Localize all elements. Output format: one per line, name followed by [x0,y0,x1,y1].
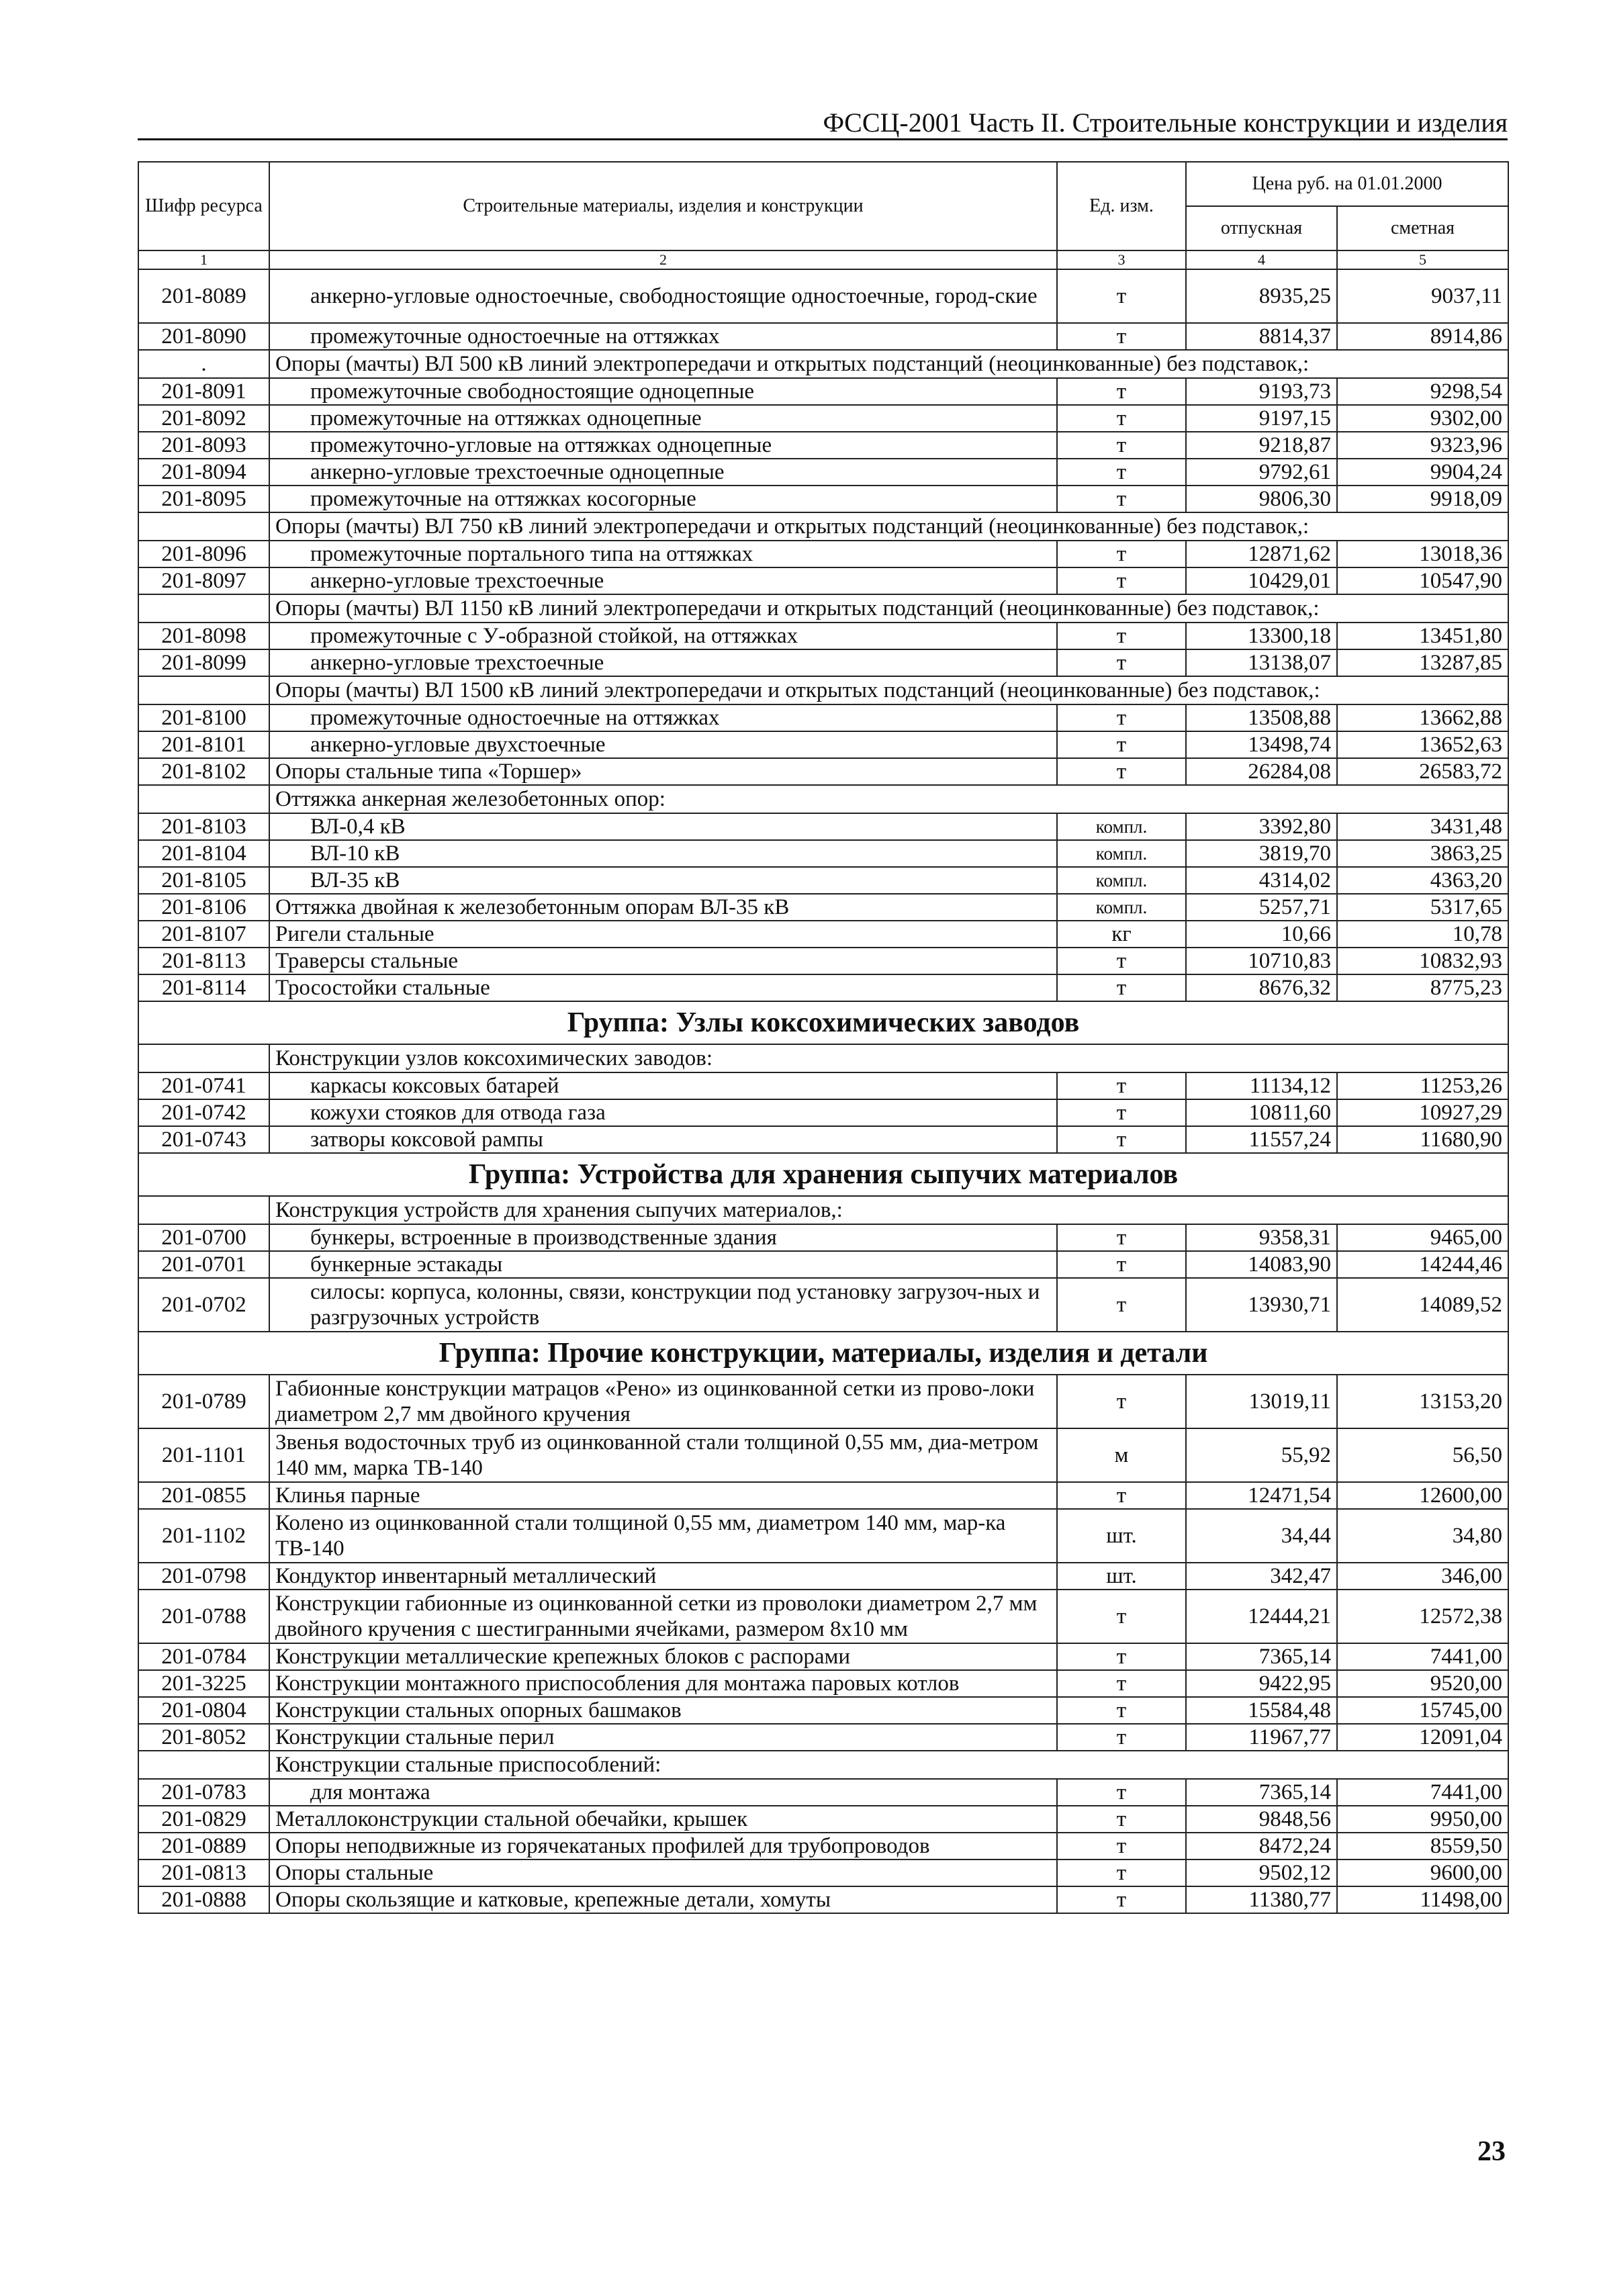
row-name: ВЛ-10 кВ [269,840,1057,867]
row-name: Конструкции монтажного приспособления для монтажа паровых котлов [269,1670,1057,1697]
section-title: Опоры (мачты) ВЛ 750 кВ линий электропередачи и открытых подстанций (неоцинкованные) без подставок,: [269,512,1508,541]
table-row [138,1806,1508,1833]
table-row [138,1724,1508,1751]
row-name: Конструкции металлические крепежных блоков с распорами [269,1643,1057,1670]
row-release-price: 10811,60 [1186,1099,1337,1126]
row-name: затворы коксовой рампы [269,1126,1057,1153]
row-unit: т [1057,623,1186,649]
row-release-price: 10,66 [1186,921,1337,948]
row-code: 201-0804 [138,1697,269,1724]
row-code [138,676,269,704]
table-row [138,813,1508,840]
row-code [138,785,269,813]
row-release-price: 8676,32 [1186,974,1337,1001]
row-code: 201-0888 [138,1886,269,1913]
row-estimate-price: 12600,00 [1337,1482,1508,1509]
row-unit: компл. [1057,813,1186,840]
row-estimate-price: 12572,38 [1337,1590,1508,1643]
row-name: Конструкции стальные перил [269,1724,1057,1751]
col-number: 5 [1337,250,1508,269]
section-row [138,594,1508,623]
row-unit: т [1057,1224,1186,1251]
row-unit: т [1057,1724,1186,1751]
row-name: промежуточные портального типа на оттяжках [269,541,1057,567]
table-row [138,1590,1508,1643]
table-row [138,541,1508,567]
row-release-price: 3392,80 [1186,813,1337,840]
group-title: Группа: Устройства для хранения сыпучих материалов [138,1153,1508,1196]
row-code: 201-8092 [138,405,269,432]
row-code [138,512,269,541]
row-name: ВЛ-35 кВ [269,867,1057,894]
row-code: 201-8103 [138,813,269,840]
section-title: Опоры (мачты) ВЛ 500 кВ линий электропередачи и открытых подстанций (неоцинкованные) без подставок,: [269,350,1508,378]
row-name: промежуточные одностоечные на оттяжках [269,323,1057,350]
row-estimate-price: 34,80 [1337,1509,1508,1563]
row-code [138,594,269,623]
row-name: Габионные конструкции матрацов «Рено» из оцинкованной сетки из прово-локи диаметром 2,7 мм двойного кручения [269,1375,1057,1428]
row-unit: т [1057,1779,1186,1806]
section-title: Конструкции узлов коксохимических заводов: [269,1044,1508,1072]
group-row [138,1332,1508,1375]
row-code: 201-8095 [138,486,269,512]
section-row [138,785,1508,813]
row-name: Металлоконструкции стальной обечайки, крышек [269,1806,1057,1833]
table-row [138,1833,1508,1859]
row-code: 201-8102 [138,758,269,785]
row-name: ВЛ-0,4 кВ [269,813,1057,840]
row-code: 201-0783 [138,1779,269,1806]
header-rule [138,138,1508,140]
row-estimate-price: 13662,88 [1337,704,1508,731]
row-code: 201-1102 [138,1509,269,1563]
row-estimate-price: 9918,09 [1337,486,1508,512]
row-estimate-price: 8559,50 [1337,1833,1508,1859]
row-estimate-price: 14244,46 [1337,1251,1508,1278]
row-code: 201-8094 [138,459,269,486]
col-header-name: Строительные материалы, изделия и конструкции [269,162,1057,250]
row-estimate-price: 56,50 [1337,1428,1508,1482]
row-unit: т [1057,1278,1186,1332]
row-estimate-price: 13018,36 [1337,541,1508,567]
group-title: Группа: Прочие конструкции, материалы, изделия и детали [138,1332,1508,1375]
row-estimate-price: 8775,23 [1337,974,1508,1001]
row-release-price: 4314,02 [1186,867,1337,894]
row-estimate-price: 13287,85 [1337,649,1508,676]
row-unit: т [1057,1697,1186,1724]
row-code: 201-8104 [138,840,269,867]
row-code: 201-8107 [138,921,269,948]
row-code: 201-8100 [138,704,269,731]
row-unit: т [1057,486,1186,512]
row-unit: т [1057,1099,1186,1126]
row-estimate-price: 12091,04 [1337,1724,1508,1751]
table-row [138,1697,1508,1724]
table-row [138,269,1508,323]
table-row [138,1251,1508,1278]
row-estimate-price: 3431,48 [1337,813,1508,840]
row-unit: т [1057,405,1186,432]
row-name: Оттяжка двойная к железобетонным опорам ВЛ-35 кВ [269,894,1057,921]
row-release-price: 13019,11 [1186,1375,1337,1428]
row-unit: т [1057,1806,1186,1833]
row-code: 201-0741 [138,1072,269,1099]
row-release-price: 8814,37 [1186,323,1337,350]
row-release-price: 12444,21 [1186,1590,1337,1643]
row-estimate-price: 5317,65 [1337,894,1508,921]
row-release-price: 9502,12 [1186,1859,1337,1886]
table-row [138,1099,1508,1126]
row-estimate-price: 9302,00 [1337,405,1508,432]
col-header-price: Цена руб. на 01.01.2000 [1186,162,1508,206]
row-release-price: 13930,71 [1186,1278,1337,1332]
row-unit: т [1057,1590,1186,1643]
row-estimate-price: 13451,80 [1337,623,1508,649]
section-title: Оттяжка анкерная железобетонных опор: [269,785,1508,813]
row-unit: т [1057,432,1186,459]
row-release-price: 11380,77 [1186,1886,1337,1913]
row-unit: т [1057,731,1186,758]
table-row [138,948,1508,974]
section-row [138,676,1508,704]
row-unit: т [1057,269,1186,323]
col-number: 2 [269,250,1057,269]
section-title: Опоры (мачты) ВЛ 1500 кВ линий электропередачи и открытых подстанций (неоцинкованные) без подставок,: [269,676,1508,704]
table-row [138,649,1508,676]
row-release-price: 10710,83 [1186,948,1337,974]
col-number: 4 [1186,250,1337,269]
row-name: анкерно-угловые трехстоечные одноцепные [269,459,1057,486]
row-code: 201-8113 [138,948,269,974]
row-name: кожухи стояков для отвода газа [269,1099,1057,1126]
row-estimate-price: 10927,29 [1337,1099,1508,1126]
row-estimate-price: 10,78 [1337,921,1508,948]
row-estimate-price: 9037,11 [1337,269,1508,323]
row-name: силосы: корпуса, колонны, связи, конструкции под установку загрузоч-ных и разгрузочных устройств [269,1278,1057,1332]
row-estimate-price: 11498,00 [1337,1886,1508,1913]
row-release-price: 11967,77 [1186,1724,1337,1751]
col-header-unit: Ед. изм. [1057,162,1186,250]
row-code: 201-1101 [138,1428,269,1482]
row-release-price: 15584,48 [1186,1697,1337,1724]
table-row [138,704,1508,731]
row-unit: м [1057,1428,1186,1482]
section-title: Опоры (мачты) ВЛ 1150 кВ линий электропередачи и открытых подстанций (неоцинкованные) без подставок,: [269,594,1508,623]
row-code: 201-0702 [138,1278,269,1332]
section-row [138,1196,1508,1224]
table-row [138,1563,1508,1590]
row-code: 201-8098 [138,623,269,649]
row-name: Клинья парные [269,1482,1057,1509]
table-row [138,486,1508,512]
table-row [138,459,1508,486]
row-release-price: 9218,87 [1186,432,1337,459]
row-name: Конструкции стальных опорных башмаков [269,1697,1057,1724]
row-estimate-price: 14089,52 [1337,1278,1508,1332]
table-row [138,1428,1508,1482]
page-header-title: ФССЦ-2001 Часть II. Строительные конструкции и изделия [823,107,1508,138]
row-code: 201-3225 [138,1670,269,1697]
row-estimate-price: 13153,20 [1337,1375,1508,1428]
row-name: Конструкции габионные из оцинкованной сетки из проволоки диаметром 2,7 мм двойного кручения с шестигранными ячейками, размером 8х10 мм [269,1590,1057,1643]
table-row [138,840,1508,867]
table-row [138,894,1508,921]
row-release-price: 12871,62 [1186,541,1337,567]
table-row [138,731,1508,758]
row-release-price: 5257,71 [1186,894,1337,921]
row-code: 201-8052 [138,1724,269,1751]
row-estimate-price: 9465,00 [1337,1224,1508,1251]
table-row [138,974,1508,1001]
row-code: 201-0789 [138,1375,269,1428]
row-unit: т [1057,1833,1186,1859]
row-unit: т [1057,1072,1186,1099]
row-unit: т [1057,758,1186,785]
row-release-price: 9197,15 [1186,405,1337,432]
row-release-price: 11557,24 [1186,1126,1337,1153]
row-unit: компл. [1057,894,1186,921]
row-estimate-price: 346,00 [1337,1563,1508,1590]
row-release-price: 3819,70 [1186,840,1337,867]
row-estimate-price: 9298,54 [1337,378,1508,405]
table-body [138,269,1508,1913]
table-row [138,405,1508,432]
row-code: 201-8105 [138,867,269,894]
row-name: промежуточно-угловые на оттяжках одноцепные [269,432,1057,459]
row-name: анкерно-угловые трехстоечные [269,649,1057,676]
row-release-price: 9422,95 [1186,1670,1337,1697]
table-row [138,567,1508,594]
row-estimate-price: 4363,20 [1337,867,1508,894]
row-code [138,1044,269,1072]
table-row [138,1670,1508,1697]
row-name: каркасы коксовых батарей [269,1072,1057,1099]
row-release-price: 13508,88 [1186,704,1337,731]
row-release-price: 342,47 [1186,1563,1337,1590]
row-code: 201-8089 [138,269,269,323]
row-estimate-price: 9520,00 [1337,1670,1508,1697]
page-number: 23 [1477,2136,1506,2167]
row-unit: компл. [1057,840,1186,867]
table-row [138,1278,1508,1332]
row-code: 201-0742 [138,1099,269,1126]
row-unit: т [1057,1251,1186,1278]
row-unit: шт. [1057,1509,1186,1563]
table-row [138,623,1508,649]
row-code: 201-8099 [138,649,269,676]
row-unit: т [1057,567,1186,594]
row-name: Колено из оцинкованной стали толщиной 0,55 мм, диаметром 140 мм, мар-ка ТВ-140 [269,1509,1057,1563]
row-code: 201-0700 [138,1224,269,1251]
table-row [138,1643,1508,1670]
row-name: промежуточные свободностоящие одноцепные [269,378,1057,405]
row-release-price: 9848,56 [1186,1806,1337,1833]
row-release-price: 10429,01 [1186,567,1337,594]
row-name: бункерные эстакады [269,1251,1057,1278]
row-code: 201-8091 [138,378,269,405]
row-code: 201-0889 [138,1833,269,1859]
row-unit: кг [1057,921,1186,948]
row-code: 201-8101 [138,731,269,758]
row-unit: т [1057,1375,1186,1428]
row-unit: т [1057,974,1186,1001]
row-code: 201-0813 [138,1859,269,1886]
row-estimate-price: 13652,63 [1337,731,1508,758]
row-name: Опоры скользящие и катковые, крепежные детали, хомуты [269,1886,1057,1913]
row-name: анкерно-угловые одностоечные, свободностоящие одностоечные, город-ские [269,269,1057,323]
row-unit: шт. [1057,1563,1186,1590]
group-row [138,1001,1508,1044]
row-code: 201-0743 [138,1126,269,1153]
row-name: промежуточные на оттяжках косогорные [269,486,1057,512]
table-row [138,1779,1508,1806]
row-release-price: 9358,31 [1186,1224,1337,1251]
row-estimate-price: 9600,00 [1337,1859,1508,1886]
row-name: Ригели стальные [269,921,1057,948]
section-title: Конструкция устройств для хранения сыпучих материалов,: [269,1196,1508,1224]
col-number: 3 [1057,250,1186,269]
row-name: Кондуктор инвентарный металлический [269,1563,1057,1590]
row-unit: т [1057,649,1186,676]
row-code: 201-8097 [138,567,269,594]
row-unit: т [1057,1126,1186,1153]
row-name: Звенья водосточных труб из оцинкованной стали толщиной 0,55 мм, диа-метром 140 мм, марка ТВ-140 [269,1428,1057,1482]
row-unit: т [1057,1859,1186,1886]
table-row [138,1375,1508,1428]
row-name: анкерно-угловые двухстоечные [269,731,1057,758]
col-header-release: отпускная [1186,206,1337,250]
row-code: 201-0784 [138,1643,269,1670]
row-release-price: 8472,24 [1186,1833,1337,1859]
table-row [138,432,1508,459]
row-code: 201-8106 [138,894,269,921]
row-estimate-price: 9904,24 [1337,459,1508,486]
col-header-estimate: сметная [1337,206,1508,250]
row-release-price: 9193,73 [1186,378,1337,405]
section-row [138,1044,1508,1072]
row-name: анкерно-угловые трехстоечные [269,567,1057,594]
row-code: 201-8093 [138,432,269,459]
row-code: 201-8090 [138,323,269,350]
row-name: промежуточные одностоечные на оттяжках [269,704,1057,731]
row-release-price: 9792,61 [1186,459,1337,486]
row-estimate-price: 3863,25 [1337,840,1508,867]
col-header-code: Шифр ресурса [138,162,269,250]
row-release-price: 14083,90 [1186,1251,1337,1278]
col-number: 1 [138,250,269,269]
table-row [138,378,1508,405]
price-table [138,161,1509,1914]
row-code: 201-8114 [138,974,269,1001]
row-unit: т [1057,1670,1186,1697]
row-code: 201-0701 [138,1251,269,1278]
table-row [138,1224,1508,1251]
column-number-row [138,250,1508,269]
table-row [138,921,1508,948]
row-release-price: 7365,14 [1186,1779,1337,1806]
row-unit: т [1057,704,1186,731]
table-row [138,758,1508,785]
table-row [138,1126,1508,1153]
table-row [138,323,1508,350]
row-estimate-price: 10832,93 [1337,948,1508,974]
row-code: 201-0829 [138,1806,269,1833]
table-row [138,1886,1508,1913]
row-estimate-price: 26583,72 [1337,758,1508,785]
row-name: промежуточные на оттяжках одноцепные [269,405,1057,432]
row-release-price: 11134,12 [1186,1072,1337,1099]
row-unit: т [1057,323,1186,350]
table-row [138,1072,1508,1099]
row-code [138,1751,269,1779]
row-unit: т [1057,378,1186,405]
row-name: Опоры стальные [269,1859,1057,1886]
row-estimate-price: 7441,00 [1337,1643,1508,1670]
row-code: 201-0798 [138,1563,269,1590]
section-row [138,1751,1508,1779]
row-release-price: 13300,18 [1186,623,1337,649]
row-release-price: 55,92 [1186,1428,1337,1482]
row-release-price: 12471,54 [1186,1482,1337,1509]
section-row [138,512,1508,541]
row-unit: компл. [1057,867,1186,894]
row-unit: т [1057,459,1186,486]
row-release-price: 8935,25 [1186,269,1337,323]
row-code [138,1196,269,1224]
row-name: Опоры стальные типа «Торшер» [269,758,1057,785]
row-name: для монтажа [269,1779,1057,1806]
row-estimate-price: 10547,90 [1337,567,1508,594]
table-row [138,1859,1508,1886]
row-unit: т [1057,948,1186,974]
row-unit: т [1057,1886,1186,1913]
row-estimate-price: 9950,00 [1337,1806,1508,1833]
row-estimate-price: 15745,00 [1337,1697,1508,1724]
row-code: 201-8096 [138,541,269,567]
row-code: 201-0855 [138,1482,269,1509]
row-unit: т [1057,1643,1186,1670]
section-title: Конструкции стальные приспособлений: [269,1751,1508,1779]
row-estimate-price: 9323,96 [1337,432,1508,459]
row-release-price: 7365,14 [1186,1643,1337,1670]
row-name: Опоры неподвижные из горячекатаных профилей для трубопроводов [269,1833,1057,1859]
row-release-price: 13498,74 [1186,731,1337,758]
row-release-price: 26284,08 [1186,758,1337,785]
section-row [138,350,1508,378]
row-name: Траверсы стальные [269,948,1057,974]
table-row [138,1482,1508,1509]
row-unit: т [1057,541,1186,567]
row-code: . [138,350,269,378]
row-estimate-price: 11253,26 [1337,1072,1508,1099]
row-code: 201-0788 [138,1590,269,1643]
row-release-price: 9806,30 [1186,486,1337,512]
row-name: бункеры, встроенные в производственные здания [269,1224,1057,1251]
table-row [138,1509,1508,1563]
row-name: промежуточные с У-образной стойкой, на оттяжках [269,623,1057,649]
row-estimate-price: 7441,00 [1337,1779,1508,1806]
group-row [138,1153,1508,1196]
table-row [138,867,1508,894]
row-name: Тросостойки стальные [269,974,1057,1001]
row-unit: т [1057,1482,1186,1509]
row-estimate-price: 8914,86 [1337,323,1508,350]
row-estimate-price: 11680,90 [1337,1126,1508,1153]
row-release-price: 34,44 [1186,1509,1337,1563]
row-release-price: 13138,07 [1186,649,1337,676]
group-title: Группа: Узлы коксохимических заводов [138,1001,1508,1044]
